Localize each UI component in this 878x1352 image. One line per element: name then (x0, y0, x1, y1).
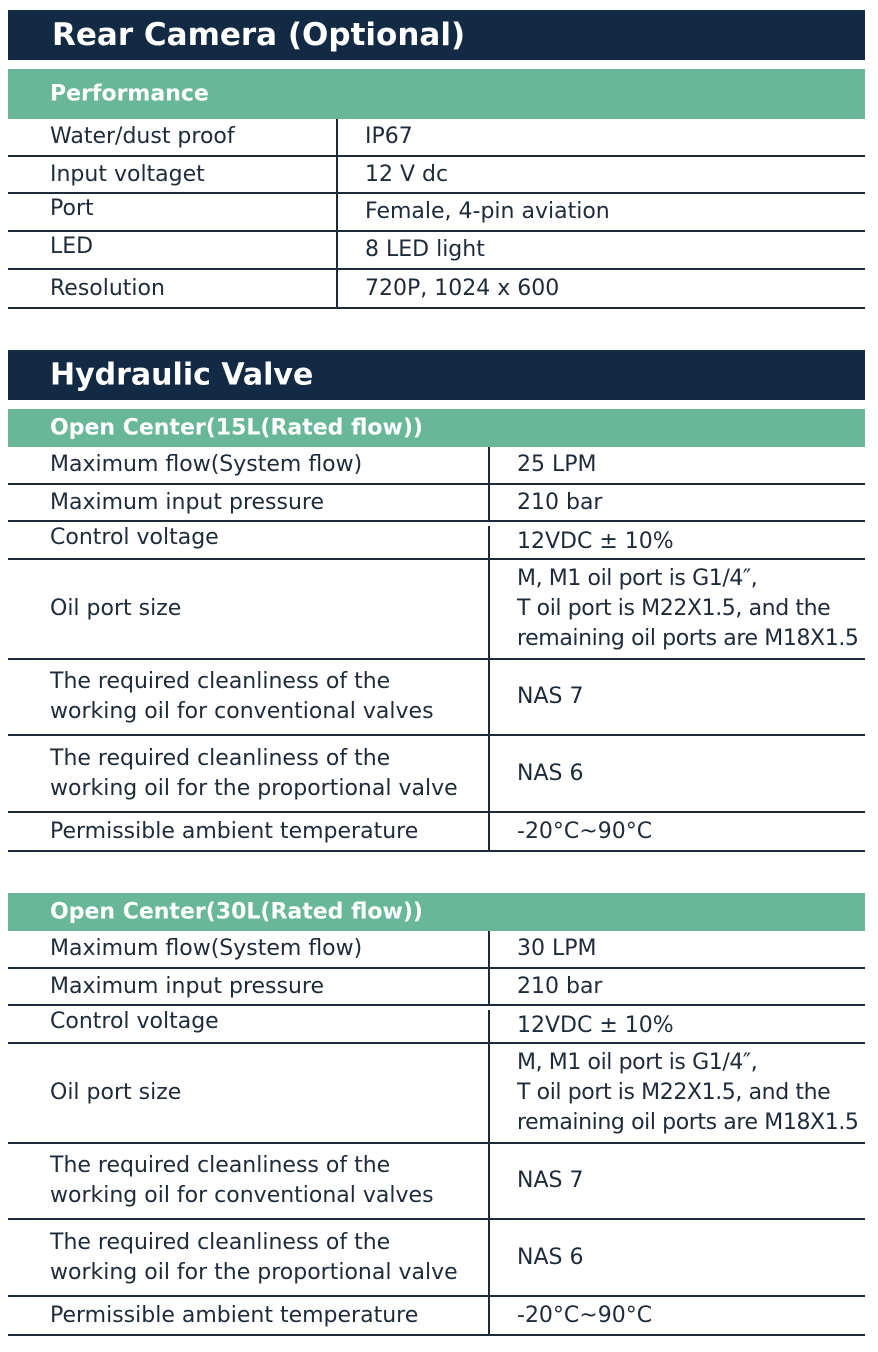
table-row (8, 119, 865, 157)
spec-value: 25 LPM (488, 447, 865, 483)
spec-value: -20°C~90°C (488, 1297, 865, 1334)
table-row (8, 1220, 865, 1297)
spec-label: Water/dust proof (50, 124, 235, 149)
performance-header (8, 69, 865, 119)
table-row (8, 270, 865, 309)
spec-value: M, M1 oil port is G1/4″, T oil port is M22X1.5, and the remaining oil ports are M18X1.5 (488, 1044, 865, 1142)
spec-label: Oil port size (50, 596, 182, 621)
spec-value: 210 bar (488, 969, 865, 1004)
table-row (8, 522, 865, 560)
spec-value: NAS 7 (488, 660, 865, 734)
open-center-30l-header (8, 893, 865, 931)
open-center-15l-table (8, 447, 865, 852)
spec-label: Maximum input pressure (50, 489, 325, 515)
spec-value: 30 LPM (488, 931, 865, 967)
table-row (8, 232, 865, 270)
hydraulic-valve-title-bar (8, 350, 865, 400)
rear-camera-table (8, 119, 865, 309)
spec-value: IP67 (336, 119, 865, 155)
table-row (8, 660, 865, 736)
spec-label: The required cleanliness of the working oil for conventional valves (50, 1153, 434, 1208)
spec-label: Input voltaget (50, 161, 205, 187)
spec-label: Oil port size (50, 1080, 182, 1105)
spec-value: 210 bar (488, 485, 865, 520)
table-row (8, 813, 865, 852)
spec-label: Control voltage (50, 1008, 219, 1034)
spec-label: Control voltage (50, 524, 219, 550)
table-row (8, 1144, 865, 1220)
open-center-30l-table (8, 931, 865, 1336)
rear-camera-title: Rear Camera (Optional) (52, 17, 466, 53)
spec-value: Female, 4-pin aviation (336, 194, 865, 230)
spec-label: The required cleanliness of the working oil for conventional valves (50, 669, 434, 724)
spec-label: Maximum flow(System flow) (50, 936, 363, 961)
table-row (8, 447, 865, 485)
hydraulic-valve-title: Hydraulic Valve (50, 357, 314, 393)
spec-value: 12 V dc (336, 157, 865, 192)
spec-label: Permissible ambient temperature (50, 818, 419, 844)
spec-value: -20°C~90°C (488, 813, 865, 850)
spec-label: Maximum flow(System flow) (50, 452, 363, 477)
spec-label: The required cleanliness of the working oil for the proportional valve (50, 745, 458, 801)
table-row (8, 560, 865, 660)
table-row (8, 736, 865, 813)
spec-value: NAS 6 (488, 1220, 865, 1295)
spec-label: The required cleanliness of the working oil for the proportional valve (50, 1229, 458, 1285)
table-row (8, 1297, 865, 1336)
performance-header-label: Performance (50, 81, 209, 107)
table-row (8, 1006, 865, 1044)
spec-value: NAS 7 (488, 1144, 865, 1218)
spec-label: Permissible ambient temperature (50, 1302, 419, 1328)
spec-label: Maximum input pressure (50, 973, 325, 999)
spec-label: Port (50, 196, 94, 221)
table-row (8, 1044, 865, 1144)
spec-value: 720P, 1024 x 600 (336, 270, 865, 307)
open-center-30l-label: Open Center(30L(Rated flow)) (50, 899, 423, 925)
spec-value: 12VDC ± 10% (488, 526, 865, 558)
open-center-15l-header (8, 409, 865, 447)
rear-camera-title-bar (8, 10, 865, 60)
table-row (8, 931, 865, 969)
spec-label: LED (50, 234, 94, 259)
open-center-15l-label: Open Center(15L(Rated flow)) (50, 415, 423, 441)
spec-value: M, M1 oil port is G1/4″, T oil port is M22X1.5, and the remaining oil ports are M18X1.5 (488, 560, 865, 658)
spec-label: Resolution (50, 275, 165, 301)
spec-value: 8 LED light (336, 232, 865, 268)
spec-value: 12VDC ± 10% (488, 1010, 865, 1042)
spec-value: NAS 6 (488, 736, 865, 811)
